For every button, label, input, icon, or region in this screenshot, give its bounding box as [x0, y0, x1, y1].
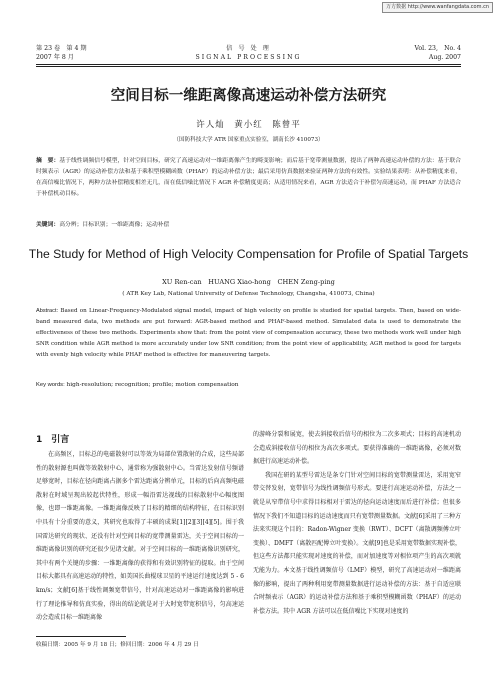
paper-title-cn: 空间目标一维距离像高速运动补偿方法研究	[110, 88, 387, 104]
date-en: Aug. 2007	[428, 54, 461, 61]
section-heading-intro: 1 引言	[36, 435, 70, 445]
header-right	[415, 44, 461, 62]
keywords-en-text: high-resolution; recognition; profile; motion compensation	[66, 382, 239, 388]
header-rule-thin	[36, 66, 461, 67]
keywords-en	[36, 382, 461, 388]
watermark-stamp: 万方数据 http://www.wanfangdata.com.cn	[382, 2, 493, 13]
abstract-en	[36, 306, 461, 361]
keywords-cn	[36, 220, 461, 230]
header-center	[36, 44, 461, 62]
keywords-cn-text: 高分辨；目标识别；一维距离像；运动补偿	[59, 222, 170, 228]
abstract-en-label: Abstract:	[36, 308, 59, 314]
authors-cn: 许人灿 黄小红 陈曾平	[196, 120, 301, 130]
affiliation-cn: （国防科技大学 ATR 国家重点实验室，湖南长沙 410073）	[173, 137, 324, 143]
footnote-rule	[36, 636, 126, 637]
abstract-en-text: Based on Linear-Frequency-Modulated signal model, impact of high velocity on profile is studied for spatial targets. Then, based on wide-band measured data, two methods are put forward: AGR-based method and PHAF-based method. Simulated data is used to demonstrate the effectiveness of these two methods. Experiments show that: from the point view of compensation accuracy, these two methods work well under high SNR condition while AGR method is more accurately under low SNR condition; from the point view of applicability, AGR method is good for targets with evenly high velocity while PHAF method is effective for maneuvering targets.	[36, 308, 462, 358]
body-column-left	[36, 448, 244, 625]
affiliation-en: ( ATR Key Lab, National University of Defense Technology, Changsha, 410073, China)	[122, 291, 375, 297]
body-column-right	[253, 428, 461, 618]
journal-header	[36, 44, 461, 68]
date-cn: 2007 年 8 月	[36, 54, 74, 61]
journal-en: SIGNAL PROCESSING	[195, 54, 302, 61]
header-rule	[36, 64, 461, 65]
authors-en: XU Ren-can HUANG Xiao-hong CHEN Zeng-ping	[162, 278, 335, 286]
paper-title-en: The Study for Method of High Velocity Compensation for Profile of Spatial Targets	[28, 247, 469, 261]
keywords-en-label: Key words:	[36, 382, 65, 388]
volume-en: Vol. 23, No. 4	[414, 45, 461, 52]
journal-cn: 信 号 处 理	[226, 45, 271, 52]
footnote-received: 收稿日期：2005 年 9 月 18 日；修回日期：2006 年 4 月 29 日	[36, 642, 199, 648]
body-paragraph: 的游峰分裂和展宽，使去斜接收后信号的相位为二次多项式；目标的高速机动会造成斜接收信号的相位为高次多项式。要获得准确的一维距离像，必须对数据进行高速运动补偿。	[253, 431, 461, 466]
volume-cn: 第 23 卷 第 4 期	[36, 45, 87, 52]
body-paragraph: 在高频区，目标总的电磁散射可以等效为局部位置散射的合成，这些局部性的散射源也叫做等效散射中心，通常称为强散射中心。当雷达发射信号频谱足够宽时，目标在径向距离占据多个雷达距离分辨单元，目标的后向高频电磁散射在时域呈现出较起伏特性，形成一幅沿雷达视线的目标散射中心幅度图像，也即一维距离像。一维距离像反映了目标的精细的结构特征，在目标识别中具有十分重要的意义，其研究也取得了丰硕的成果[1][2][3][4][5]。围于我国雷达研究的现状、还没有针对空间目标的宽带测量雷达，关于空间目标的一维距离像识别的研究还很少见诸文献。对于空间目标的一维距离像识别研究，其中有两个关键的步骤：一维距离像的获得和有效识别特征的提取。由于空间目标大都具有高速运动的特性，如美国长曲棍球卫星的平速运行速度达到 5 - 6 km/s；文献[6]基于线性调频宽带信号，针对高速运动对一维距离像的影响进行了理论推导和仿真实验，得出的结论就是对于大时宽带宽积信号，匀高速运动会造成目标一维距离像	[36, 451, 244, 622]
keywords-cn-label: 关键词：	[36, 222, 60, 228]
abstract-cn	[36, 156, 461, 200]
body-paragraph: 我国在研的某型号雷达是条专门针对空间目标的宽带测量雷达，采用宽窄带交替发射，宽带信号为线性调频信号形式。要进行高速运动补偿，方法之一就是从窄带信号中求得目标相对于雷达的径向运动速度而后进行补偿；但很多情况下我们不知道目标的运动速度而只有宽带测量数据。文献[6]采用了三种方法来实现这个目的：Radon-Wigner 变换（RWT）、DCFT（离散调频傅立叶变换）、DMFT（离散匹配傅立叶变换）。文献[9]也是采用宽带数据实现补偿，但这些方法都只能实现对速度的补偿，而对加速度等对相位项产生的高次项就无能为力。本文基于线性调频信号（LMF）模型，研究了高速运动对一维距离像的影响，提出了两种利用宽带测量数据进行运动补偿的方法：基于自适应联合时频表示（AGR）的运动补偿方法和基于乘积型模糊函数（PHAF）的运动补偿方法。其中 AGR 方法可以在低信噪比下实现对速度的	[253, 471, 461, 615]
abstract-cn-text: 基于线性调频信号模型，针对空间目标，研究了高速运动对一维距离像产生的畸变影响；而后基于宽带测量数据，提出了两种高速运动补偿的方法：基于联合时频表示（AGR）的运动补偿方法和基于乘积型模糊函数（PHAF）的运动补偿方法；最后采用仿真数据来验证两种方法的有效性。实验结果表明：从补偿精度来看，在高信噪比情况下，两种方法补偿精度相差无几，而在低信噪比情况下 AGR 补偿精度更高；从适用情况来看，AGR 方法适合于补偿匀高速运动，而 PHAF 方法适合于补偿机动目标。	[36, 158, 461, 197]
abstract-cn-label: 摘 要：	[36, 158, 60, 164]
